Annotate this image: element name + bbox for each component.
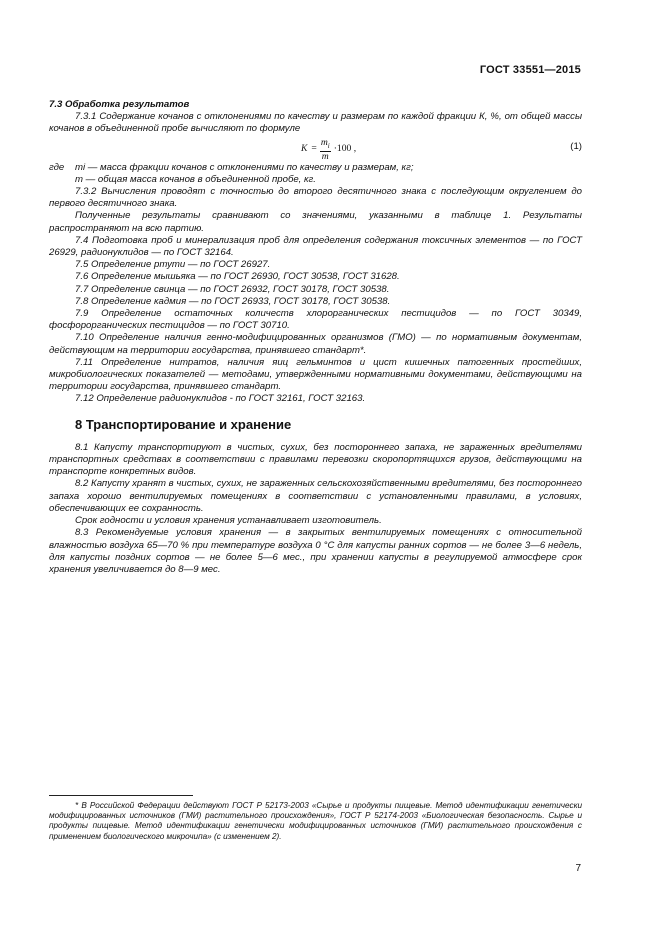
paragraph-7-5: 7.5 Определение ртути — по ГОСТ 26927. xyxy=(75,259,271,271)
formula-numerator: $m_i$ xyxy=(320,136,330,150)
page-number: 7 xyxy=(575,863,581,874)
paragraph-7-4: 7.4 Подготовка проб и минерализация проб для определения содержания токсичных элементов — по ГОСТ 26929, радионуклидов — по ГОСТ 32164. xyxy=(49,234,582,259)
formula-denominator: m xyxy=(321,150,329,162)
section-8-body xyxy=(49,442,582,576)
formula-lhs: K xyxy=(301,143,308,155)
where-label: где xyxy=(49,161,65,173)
formula-rhs: ·100 , xyxy=(333,143,357,155)
document-header: ГОСТ 33551—2015 xyxy=(479,64,581,76)
paragraph-8-1: 8.1 Капусту транспортируют в чистых, сухих, без постороннего запаха, не зараженных вредителями транспортных средствах в соответствии с правилами перевозки скоропортящихся грузов, действующими на транспорте конкретных видов. xyxy=(49,441,582,478)
paragraph-8-2: 8.2 Капусту хранят в чистых, сухих, не зараженных сельскохозяйственными вредителями, без постороннего запаха хорошо вентилируемых помещениях в соответствии с установленными правилами, в условиях, обеспечивающих ее сохранность. xyxy=(49,478,582,514)
formula-fraction xyxy=(320,138,331,162)
footnote-text: * В Российской Федерации действуют ГОСТ Р 52173-2003 «Сырье и продукты пищевые. Метод идентификации генетически модифицированных источников (ГМИ) растительного происхождения», ГОСТ Р 52174-2003 «Биологическая безопасность. Сырье и продукты пищевые. Метод идентификации генетически модифицированных источников (ГМИ) растительного происхождения с применением биологического микрочипа» (с изменением 2). xyxy=(49,801,582,841)
where-definition-m: m — общая масса кочанов в объединенной пробе, кг. xyxy=(75,173,316,185)
where-definition-mi: mi — масса фракции кочанов с отклонениями по качеству и размерам, кг; xyxy=(75,161,414,173)
formula-row xyxy=(49,138,582,162)
paragraph-7-8: 7.8 Определение кадмия — по ГОСТ 26933, ГОСТ 30178, ГОСТ 30538. xyxy=(75,295,391,307)
formula xyxy=(301,138,356,162)
footnote xyxy=(49,801,582,842)
paragraph-7-6: 7.6 Определение мышьяка — по ГОСТ 26930, ГОСТ 30538, ГОСТ 31628. xyxy=(75,271,400,283)
formula-equals: = xyxy=(311,143,317,155)
main-content xyxy=(49,99,582,576)
section-heading-8: 8 Транспортирование и хранение xyxy=(75,416,292,432)
section-heading-7-3: 7.3 Обработка результатов xyxy=(49,99,190,110)
paragraph-7-7: 7.7 Определение свинца — по ГОСТ 26932, ГОСТ 30178, ГОСТ 30538. xyxy=(75,283,390,295)
footnote-separator xyxy=(49,795,193,796)
where-row-1 xyxy=(49,162,582,174)
paragraph-7-12: 7.12 Определение радионуклидов - по ГОСТ 32161, ГОСТ 32163. xyxy=(75,393,366,405)
paragraph-7-10: 7.10 Определение наличия генно-модифицированных организмов (ГМО) — по нормативным документам, действующим на территории государства, принявшего стандарт*. xyxy=(49,332,582,356)
paragraph-7-3-2: 7.3.2 Вычисления проводят с точностью до второго десятичного знака с последующим округлением до первого десятичного знака. xyxy=(49,186,582,210)
paragraph-shelf-life: Срок годности и условия хранения устанавливает изготовитель. xyxy=(75,515,382,527)
paragraph-7-11: 7.11 Определение нитратов, наличия яиц гельминтов и цист кишечных патогенных простейших, микробиологических показателей — методами, утвержденными нормативными документами, действующими на территории государства, принявшего стандарт. xyxy=(49,356,582,393)
paragraph-7-3-1: 7.3.1 Содержание кочанов с отклонениями по качеству и размерам по каждой фракции К, %, от общей массы кочанов в объединенной пробе вычисляют по формуле xyxy=(49,111,582,135)
paragraph-7-9: 7.9 Определение остаточных количеств хлорорганических пестицидов — по ГОСТ 30349, фосфорорганических пестицидов — по ГОСТ 30710. xyxy=(49,308,582,332)
paragraph-8-3: 8.3 Рекомендуемые условия хранения — в закрытых вентилируемых помещениях с относительной влажностью воздуха 65—70 % при температуре воздуха 0 °С для капусты ранних сортов — не более 3—6 недель, для капусты поздних сортов — не более 5—6 мес., при хранении капусты в регулируемой атмосфере срок хранения увеличивается до 8—9 мес. xyxy=(49,527,582,575)
paragraph-results: Полученные результаты сравнивают со значениями, указанными в таблице 1. Результаты распространяют на всю партию. xyxy=(49,210,582,234)
formula-number: (1) xyxy=(570,140,582,152)
